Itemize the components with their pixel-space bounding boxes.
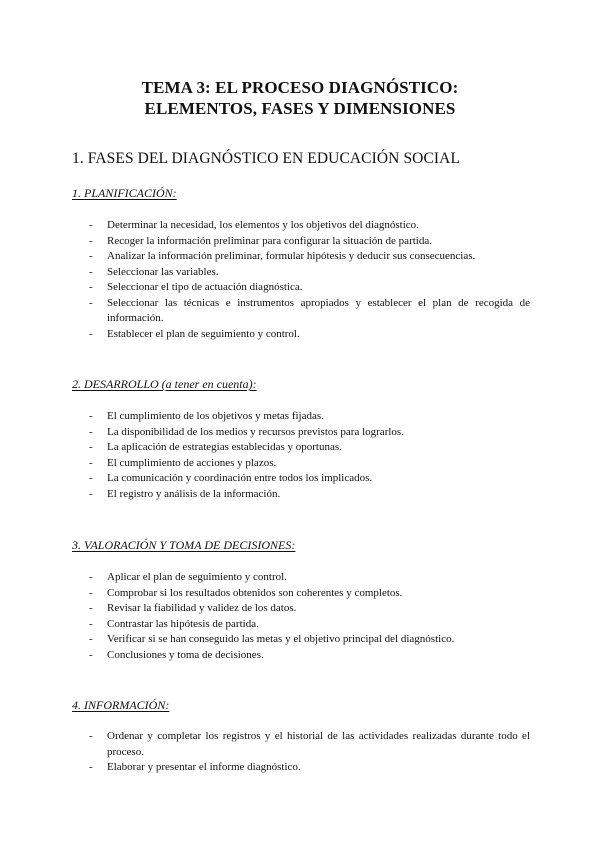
- bullet-dash: -: [89, 761, 93, 773]
- list-item: - Comprobar si los resultados obtenidos son coherentes y completos.: [72, 586, 530, 602]
- list-item: - Contrastar las hipótesis de partida.: [72, 617, 530, 633]
- bullet-dash: -: [89, 648, 93, 661]
- subsection-heading-desarrollo: 2. DESARROLLO (a tener en cuenta):: [72, 377, 257, 391]
- list-informacion: [72, 729, 530, 776]
- bullet-dash: -: [89, 602, 93, 614]
- bullet-dash: -: [89, 586, 93, 599]
- subsection-heading-planificacion: 1. PLANIFICACIÓN:: [72, 186, 177, 200]
- bullet-dash: -: [89, 472, 93, 484]
- bullet-dash: -: [89, 617, 93, 630]
- list-planificacion: [72, 218, 530, 342]
- list-item: - Determinar la necesidad, los elementos y los objetivos del diagnóstico.: [72, 218, 530, 234]
- list-item: - Seleccionar las técnicas e instrumentos apropiados y establecer el plan de recogida de información.: [89, 296, 530, 324]
- list-item: - Establecer el plan de seguimiento y control.: [72, 327, 530, 343]
- list-item: - La aplicación de estrategias establecidas y oportunas.: [72, 440, 530, 456]
- list-item: - Verificar si se han conseguido las metas y el objetivo principal del diagnóstico.: [72, 632, 530, 648]
- list-item: - Seleccionar el tipo de actuación diagnóstica.: [72, 280, 530, 296]
- list-item: - El cumplimiento de los objetivos y metas fijadas.: [72, 409, 530, 425]
- list-item: - La disponibilidad de los medios y recursos previstos para lograrlos.: [72, 425, 530, 441]
- list-item: - Seleccionar las variables.: [72, 265, 530, 281]
- bullet-dash: -: [89, 296, 93, 309]
- list-item: - Conclusiones y toma de decisiones.: [72, 648, 530, 664]
- bullet-dash: -: [89, 410, 93, 422]
- bullet-dash: -: [89, 487, 93, 500]
- title-line-1: TEMA 3: EL PROCESO DIAGNÓSTICO:: [141, 78, 459, 97]
- bullet-dash: -: [89, 425, 93, 438]
- bullet-dash: -: [89, 234, 93, 247]
- bullet-dash: -: [89, 327, 93, 340]
- bullet-dash: -: [89, 633, 93, 645]
- bullet-dash: -: [89, 441, 93, 453]
- bullet-dash: -: [89, 281, 93, 293]
- list-item: - Elaborar y presentar el informe diagnóstico.: [72, 760, 530, 776]
- list-item: - El cumplimiento de acciones y plazos.: [72, 456, 530, 472]
- document-title: [0, 77, 600, 119]
- bullet-dash: -: [89, 456, 93, 469]
- list-item: - Revisar la fiabilidad y validez de los datos.: [72, 601, 530, 617]
- list-item: - Recoger la información preliminar para configurar la situación de partida.: [72, 234, 530, 250]
- list-item: - Aplicar el plan de seguimiento y control.: [72, 570, 530, 586]
- list-desarrollo: [72, 409, 530, 502]
- bullet-dash: -: [89, 730, 93, 742]
- bullet-dash: -: [89, 250, 93, 262]
- title-line-2: ELEMENTOS, FASES Y DIMENSIONES: [144, 99, 456, 118]
- list-item: - La comunicación y coordinación entre todos los implicados.: [72, 471, 530, 487]
- subsection-heading-informacion: 4. INFORMACIÓN:: [72, 698, 170, 712]
- bullet-dash: -: [89, 265, 93, 278]
- list-item: - Ordenar y completar los registros y el historial de las actividades realizadas durante todo el proceso.: [89, 730, 530, 758]
- list-item: - Analizar la información preliminar, formular hipótesis y deducir sus consecuencias.: [72, 249, 530, 265]
- bullet-dash: -: [89, 571, 93, 583]
- section-heading: 1. FASES DEL DIAGNÓSTICO EN EDUCACIÓN SOCIAL: [72, 150, 461, 167]
- bullet-dash: -: [89, 219, 93, 231]
- list-item: - El registro y análisis de la información.: [72, 487, 530, 503]
- subsection-heading-valoracion: 3. VALORACIÓN Y TOMA DE DECISIONES:: [72, 538, 296, 552]
- list-valoracion: [72, 570, 530, 663]
